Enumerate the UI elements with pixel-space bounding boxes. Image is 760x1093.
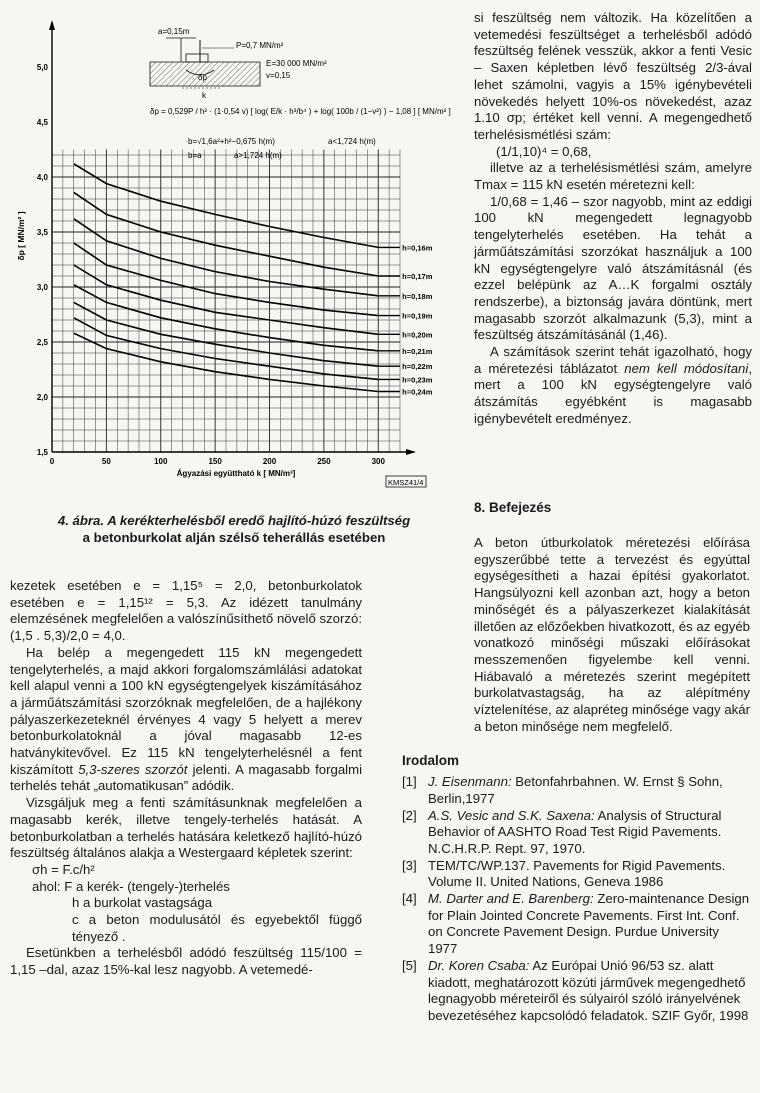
- y-axis-label: δp [ MN/m² ]: [16, 211, 26, 261]
- right-paragraph-4: [474, 344, 752, 428]
- right-equation-1: (1/1,10)⁴ = 0,68,: [496, 143, 592, 159]
- left-where-c: c a beton modulusától és egyebektől függő tényező .: [72, 912, 362, 944]
- left-paragraph-1: kezetek esetében e = 1,15⁵ = 2,0, betonburkolatok esetében e = 1,15¹² = 5,3. Az idézett tanulmány elemzésének megfelelően a valószínűsíthető növelő szorzó: (1,5 . 5,3)/2,0 = 4,0.: [10, 578, 362, 644]
- section-8-title: 8. Befejezés: [474, 500, 552, 515]
- y-tick-label: 1,5: [36, 448, 48, 457]
- inset-b2-cond: a>1,724 h(m): [234, 151, 282, 160]
- right-paragraph-1: si feszültség nem változik. Ha közelítően a vetemedési feszültséget a terhelésből adódó feszültség felének vesszük, akkor a fenti Vesic – Saxen képletben lévő feszültség 2/3-ával lehet számolni, vagyis a 15% igénybevételi növekedés helyett 10%-os növekedést, azaz 1.10 σp; értéket kell venni. A megengedhető terhelésismétlési szám:: [474, 10, 752, 142]
- figure-caption: [10, 512, 458, 546]
- left-paragraph-2: [10, 645, 362, 795]
- inset-b2: b=a: [188, 151, 202, 160]
- right-column-bottom: [402, 535, 750, 1025]
- x-tick-label: 50: [101, 457, 111, 466]
- reference-list: [402, 774, 750, 1025]
- left-where: ahol: F a kerék- (tengely-)terhelés: [32, 878, 230, 894]
- series-label: h=0,16m: [402, 243, 433, 253]
- reference-item: [402, 958, 750, 1025]
- right-p4-b: , mert a 100 kN egységtengelyre való átszámítás egyébként is magasabb igénybevételt eredményez.: [474, 360, 752, 426]
- caption-line-1: 4. ábra. A kerékterhelésből eredő hajlító-húzó feszültség: [57, 513, 411, 528]
- series-label: h=0,18m: [402, 291, 433, 301]
- series-label: h=0,22m: [402, 362, 433, 372]
- reference-number: [5]: [402, 957, 417, 973]
- y-tick-label: 4,5: [36, 118, 48, 127]
- left-column: [10, 578, 362, 979]
- inset-formula: δp = 0,529P / h² · (1·0,54 v) [ log( E/k · h³/b⁴ ) + log( 100b / (1−v²) ) − 1,08 ] [ MN/m² ]: [150, 107, 451, 116]
- series-label: h=0,20m: [402, 330, 433, 340]
- x-tick-label: 0: [49, 457, 55, 466]
- series-label: h=0,24m: [402, 387, 433, 397]
- inset-e-label: E=30 000 MN/m²: [266, 59, 327, 68]
- chart-badge: KMSZ41/4: [388, 478, 424, 487]
- y-tick-label: 3,5: [36, 228, 48, 237]
- x-tick-label: 250: [317, 457, 331, 466]
- inset-p-label: P=0,7 MN/m²: [236, 41, 284, 50]
- stress-chart: [10, 4, 458, 502]
- inset-dp-label: δp: [198, 73, 207, 82]
- reference-author: Dr. Koren Csaba:: [428, 957, 530, 973]
- caption-line-2: a betonburkolat alján szélső teherállás esetében: [82, 530, 386, 545]
- literature-title: Irodalom: [402, 753, 460, 769]
- reference-item: [402, 891, 750, 958]
- right-column: [474, 10, 752, 428]
- x-tick-label: 200: [262, 457, 277, 466]
- left-paragraph-4: Esetünkben a terhelésből adódó feszültség 115/100 = 1,15 –dal, azaz 15%-kal lesz nagyobb. A vetemedé-: [10, 945, 362, 978]
- chart-labels: [37, 63, 433, 466]
- y-tick-label: 4,0: [36, 173, 48, 182]
- right-p4-italic: nem kell módosítani: [624, 360, 749, 376]
- inset-v-label: v=0,15: [266, 71, 291, 80]
- left-p2-b: jelenti. A magasabb forgalmi terhelés tehát „automatikusan” adódik.: [10, 761, 362, 794]
- reference-author: A.S. Vesic and S.K. Saxena:: [428, 807, 595, 823]
- reference-number: [2]: [402, 807, 417, 823]
- inset-diagram: [150, 27, 451, 160]
- x-tick-label: 150: [208, 457, 222, 466]
- reference-text: Analysis of Structural Behavior of AASHTO Road Test Rigid Pavements. N.C.H.R.P. Rept. 97, 1970.: [428, 807, 722, 856]
- inset-b1-cond: a<1,724 h(m): [328, 137, 376, 146]
- reference-text: Az Európai Unió 96/53 sz. alatt kiadott, meghatározott közúti járművek megengedhető legnagyobb méreteiről és súlyairól szóló irányelvének bevezetéséhez kapcsolódó feladatok. SZIF Győr, 1998: [428, 957, 749, 1023]
- y-tick-label: 3,0: [36, 283, 48, 292]
- x-axis-label: Ágyazási együttható k [ MN/m³]: [176, 469, 296, 478]
- section-8-paragraph: A beton útburkolatok méretezési előírása egyszerűbbé tette a tervezést és egyúttal egységesítheti a hazai építési gyakorlatot. Hangsúlyozni kell azonban azt, hogy a beton minőségét és a pályaszerkezet kialakítását illetően az előzőekben hivatkozott, és az egyéb vonatkozó minőségi műszaki előírásokat messzemenően figyelembe kell venni. Hiábavaló a méretezés szerint megépített burkolatvastagság, ha az alépítmény víztelenítése, az alapréteg minősége vagy akár a beton minősége nem megfelelő.: [474, 535, 750, 734]
- right-paragraph-3: 1/0,68 = 1,46 – szor nagyobb, mint az eddigi 100 kN megengedett legnagyobb tengelyterhelés esetében. Ha tehát a járműátszámítási szorzókat használjuk a 100 kN egységtengelyre való átszámításnál (és ezzel belépünk az A…K forgalmi osztály rendszerbe), a biztonság javára döntünk, mert magasabb szorzót alkalmazunk (5,3), mint a feszültség átszámításánál (1,46).: [474, 193, 752, 343]
- series-label: h=0,17m: [402, 272, 433, 281]
- reference-number: [4]: [402, 891, 417, 907]
- inset-a-label: a=0,15m: [158, 27, 190, 36]
- reference-number: [1]: [402, 774, 417, 790]
- series-label: h=0,19m: [402, 311, 433, 321]
- right-paragraph-2: illetve az a terhelésismétlési szám, amelyre Tmax = 115 kN esetén méretezni kell:: [474, 160, 752, 193]
- left-paragraph-3: Vizsgáljuk meg a fenti számításunknak megfelelően a magasabb kerék, illetve tengely-terhelés hatását. A betonburkolatban a terhelés hatására keletkező hajlító-húzó feszültség általános alakja a Westergaard képletek szerint:: [10, 795, 362, 861]
- x-tick-label: 100: [154, 457, 168, 466]
- left-equation: σh = F.c/h²: [32, 861, 95, 877]
- y-tick-label: 2,0: [36, 393, 48, 402]
- series-label: h=0,21m: [402, 346, 433, 356]
- reference-item: [402, 808, 750, 858]
- inset-k-label: k: [202, 91, 206, 100]
- reference-item: [402, 774, 750, 807]
- inset-b1: b=√1,6a²+h²−0,675 h(m): [188, 137, 275, 146]
- reference-author: M. Darter and E. Barenberg:: [428, 891, 594, 907]
- reference-author: J. Eisenmann:: [428, 774, 512, 790]
- reference-text: Zero-maintenance Design for Plain Jointed Concrete Pavements. First Int. Conf. on Concrete Pavement Design. Purdue University 1977: [428, 891, 750, 957]
- x-tick-label: 300: [371, 457, 385, 466]
- x-axis-arrow: [406, 449, 416, 455]
- section-8: [474, 500, 752, 517]
- reference-text: Betonfahrbahnen. W. Ernst § Sohn, Berlin,1977: [428, 774, 723, 806]
- left-p2-italic: 5,3-szeres szorzót: [78, 761, 188, 777]
- reference-number: [3]: [402, 857, 417, 873]
- left-p2-a: Ha belép a megengedett 115 kN megengedett tengelyterhelés, a majd akkori forgalomszámlálási adatokat kell alapul venni a 100 kN egységtengelyek kiszámításához a járműátszámítási szorzóknak megfelelően, de a hajlékony pályaszerkezeteknél érvényes 4 vagy 5 helyett a merev betonburkolatoknál a jóval magasabb 12-es hatványkitevővel. Ez 115 kN tengelyterhelésnél a fent kiszámított: [10, 644, 362, 777]
- reference-text: TEM/TC/WP.137. Pavements for Rigid Pavements. Volume II. United Nations, Geneva 1986: [428, 857, 726, 890]
- y-axis-arrow: [49, 20, 55, 30]
- y-tick-label: 5,0: [36, 63, 48, 72]
- left-where-h: h a burkolat vastagsága: [72, 895, 213, 911]
- y-tick-label: 2,5: [36, 338, 48, 347]
- right-p4-a: A számítások szerint tehát igazolható, hogy a méretezési táblázatot: [474, 344, 752, 376]
- series-label: h=0,23m: [402, 375, 433, 385]
- reference-item: [402, 858, 750, 891]
